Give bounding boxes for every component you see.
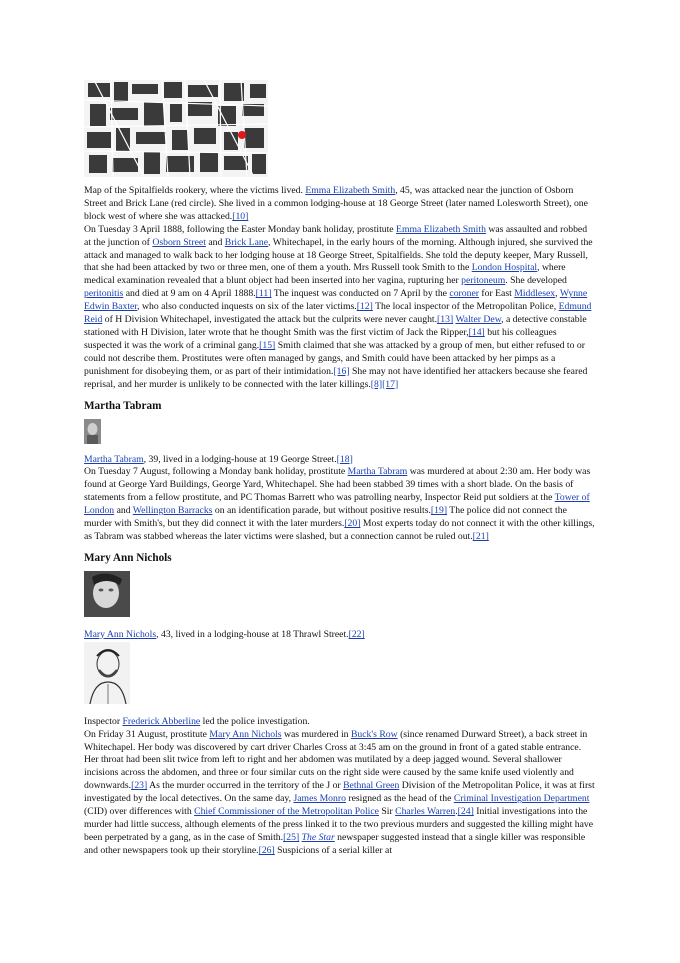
ref-link[interactable]: [24]: [457, 806, 474, 818]
text-run: Smith claimed that she was attacked by a group of men, but either refused to or could not describe them. Prostitutes were often managed by gangs, and Smith could have been attacked by her pimps as a punishment for disobeying them, or as part of their intimidation.: [84, 339, 585, 377]
wiki-link[interactable]: Osborn Street: [152, 236, 206, 248]
text-run: Division of the Metropolitan Police, it was at first investigated by the local detectives. On the same day,: [84, 780, 595, 805]
text-run: Inspector: [84, 715, 123, 727]
wiki-link[interactable]: Mary Ann Nichols: [84, 628, 157, 640]
wiki-link[interactable]: Tower of London: [84, 492, 590, 517]
heading-mary-ann-nichols: Mary Ann Nichols: [84, 551, 172, 564]
ref-link[interactable]: [26]: [258, 844, 275, 856]
wiki-link[interactable]: Bethnal Green: [343, 780, 400, 792]
map-caption: Map of the Spitalfields rookery, where the victims lived. Emma Elizabeth Smith, 45, was attacked near the junction of Osborn Street and Brick Lane (red circle). She lived in a common lodging-house at 18 George Street (later named Lolesworth Street), one block west of where she was attacked.[10]: [84, 185, 588, 222]
text-run: and: [114, 505, 133, 517]
wiki-link[interactable]: London Hospital: [471, 262, 538, 274]
abberline-caption: [84, 716, 596, 729]
ref-link[interactable]: [10]: [232, 210, 249, 222]
text-run: , a detective constable stationed with H Division, later wrote that he thought Smith was the first victim of Jack the Ripper,: [84, 314, 587, 338]
ref-link[interactable]: [13]: [437, 314, 454, 326]
ref-link[interactable]: [25]: [283, 831, 300, 843]
text-run: , where medical examination revealed that a blunt object had been inserted into her vagina, rupturing her: [84, 262, 566, 287]
attack-location-marker: [238, 131, 246, 139]
paragraph-smith: [84, 224, 596, 392]
martha-tabram-photo: [84, 419, 101, 444]
ref-link[interactable]: [11]: [255, 288, 272, 300]
text-run: On Tuesday 3 April 1888, following the Easter Monday bank holiday, prostitute: [84, 223, 397, 235]
text-run: ,: [555, 288, 560, 300]
text-run: .: [455, 806, 458, 818]
text-run: , Whitechapel, in the early hours of the morning. Although injured, she survived the attack and managed to walk back to her lodging house at 18 George Street, Spitalfields. She told the deputy keeper, Mary Russell, that she had been attacked by two or three men, one of them a youth. Mrs Russell took Smith to the: [84, 236, 593, 274]
text-run: led the police investigation.: [200, 715, 310, 727]
wiki-link[interactable]: Walter Dew: [455, 314, 502, 326]
ref-link[interactable]: [12]: [356, 301, 373, 313]
text-run: but his colleagues suspected it was the work of a criminal gang.: [84, 326, 557, 351]
ref-link[interactable]: [17]: [382, 378, 399, 390]
wiki-link[interactable]: Edmund Reid: [84, 301, 592, 326]
wiki-link[interactable]: Wellington Barracks: [132, 505, 213, 517]
wiki-link[interactable]: peritoneum: [461, 275, 506, 287]
text-run: The inquest was conducted on 7 April by the: [271, 288, 450, 300]
text-run: Initial investigations into the murder had little success, although elements of the press linked it to the two previous murders and suggested the killing might have been perpetrated by a gang, as in the case of Smith.: [84, 806, 594, 843]
text-run: was murdered at about 2:30 am. Her body was found at George Yard Buildings, George Yard, Whitechapel. She had been stabbed 39 times with a short blade. On the basis of statements from a fellow prostitute, and PC Thomas Barrett who was patrolling nearby, Inspector Reid put soldiers at the: [84, 466, 591, 504]
ref-link[interactable]: [8]: [370, 378, 383, 390]
ref-link[interactable]: [15]: [259, 339, 276, 351]
text-run: on an identification parade, but without positive results.: [212, 505, 431, 517]
wiki-link[interactable]: Criminal Investigation Department: [453, 793, 590, 805]
ref-link[interactable]: [18]: [336, 453, 353, 465]
ref-link[interactable]: [23]: [131, 780, 148, 792]
wiki-link[interactable]: Mary Ann Nichols: [209, 728, 282, 740]
text-run: , 43, lived in a lodging-house at 18 Thrawl Street.: [156, 628, 349, 640]
text-run: As the murder occurred in the territory of the J or: [147, 780, 344, 792]
text-run: and: [205, 236, 225, 248]
text-run: She may not have identified her attackers because she feared reprisal, and her murder is unlikely to be connected with the later killings.: [84, 365, 588, 390]
text-run: The police did not connect the murder with Smith's, but they did connect it with the later murders.: [84, 505, 567, 530]
wiki-link[interactable]: Frederick Abberline: [122, 715, 201, 727]
nichols-caption: [84, 629, 596, 642]
wiki-link[interactable]: The Star: [301, 831, 335, 843]
ref-link[interactable]: [20]: [344, 518, 361, 530]
text-run: , who also conducted inquests on six of the later victims.: [137, 301, 357, 313]
wiki-link[interactable]: Martha Tabram: [84, 453, 144, 465]
wiki-link[interactable]: Buck's Row: [350, 728, 398, 740]
text-run: On Friday 31 August, prostitute: [84, 728, 210, 740]
text-run: Sir: [378, 806, 396, 818]
text-run: , 39, lived in a lodging-house at 19 George Street.: [143, 453, 337, 465]
text-run: was assaulted and robbed at the junction of: [84, 223, 588, 248]
wiki-link[interactable]: Charles Warren: [395, 806, 456, 818]
heading-martha-tabram: Martha Tabram: [84, 399, 162, 412]
text-run: . She developed: [505, 275, 567, 287]
wiki-link[interactable]: Chief Commissioner of the Metropolitan Police: [194, 806, 379, 818]
text-run: (since renamed Durward Street), a back street in Whitechapel. Her body was discovered by cart driver Charles Cross at 3:45 am on the ground in front of a gated stable entrance. Her throat had been slit twice from left to right and her abdomen was mutilated by a deep jagged wound. Several shallower incisions across the abdomen, and three or four similar cuts on the right side were caused by the same knife used violently and downwards.: [84, 728, 588, 792]
ref-link[interactable]: [21]: [472, 530, 489, 542]
link-emma-elizabeth-smith[interactable]: Emma Elizabeth Smith: [305, 185, 396, 196]
text-run: Suspicions of a serial killer at: [274, 844, 393, 856]
text-run: newspaper suggested instead that a single killer was responsible and other newspapers took up their storyline.: [84, 831, 586, 856]
wiki-link[interactable]: Middlesex: [514, 288, 556, 300]
text-run: On Tuesday 7 August, following a Monday bank holiday, prostitute: [84, 466, 348, 478]
text-run: of H Division Whitechapel, investigated the attack but the culprits were never caught.: [102, 314, 438, 326]
spitalfields-map-image: [84, 80, 268, 177]
frederick-abberline-portrait: [84, 642, 130, 704]
paragraph-nichols: [84, 729, 596, 858]
text-run: (CID) over differences with: [84, 806, 195, 818]
text-run: for East: [478, 288, 515, 300]
ref-link[interactable]: [16]: [333, 365, 350, 377]
wiki-link[interactable]: coroner: [449, 288, 479, 300]
ref-link[interactable]: [19]: [430, 505, 448, 517]
tabram-caption: [84, 454, 596, 467]
wiki-link[interactable]: Emma Elizabeth Smith: [396, 223, 486, 235]
wiki-link[interactable]: peritonitis: [84, 288, 124, 300]
text-run: was murdered in: [281, 728, 351, 740]
text-run: and died at 9 am on 4 April 1888.: [123, 288, 256, 300]
wiki-link[interactable]: James Monro: [293, 793, 346, 805]
article-page: [84, 80, 596, 858]
text-run: Most experts today do not connect it with the other killings, as Tabram was stabbed whereas the later victims were slashed, but a connection cannot be ruled out.: [84, 518, 595, 542]
ref-link[interactable]: [22]: [348, 628, 365, 640]
text-run: The local inspector of the Metropolitan Police,: [372, 301, 559, 313]
paragraph-tabram: [84, 466, 596, 543]
text-run: resigned as the head of the: [345, 793, 454, 805]
wiki-link[interactable]: Brick Lane: [224, 236, 269, 248]
wiki-link[interactable]: Wynne Edwin Baxter: [84, 288, 588, 313]
ref-link[interactable]: [14]: [468, 326, 485, 338]
mary-ann-nichols-photo: [84, 571, 130, 617]
wiki-link[interactable]: Martha Tabram: [347, 466, 408, 478]
